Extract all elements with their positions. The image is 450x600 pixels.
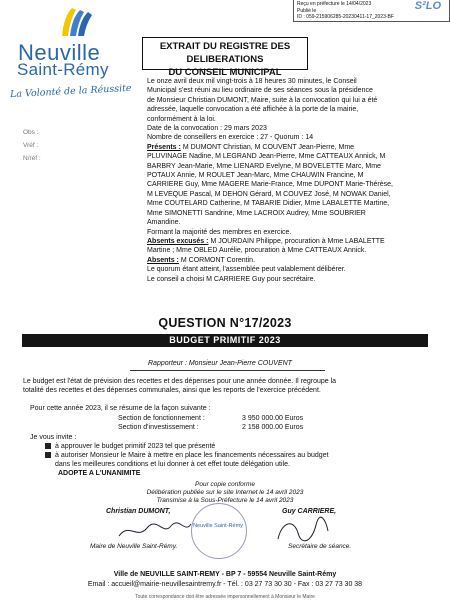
intro-line: Municipal s'est réuni au lieu ordinaire de ses séances sous la présidence: [147, 87, 373, 95]
paragraph-line: Le budget est l'état de prévision des recettes et des dépenses pour une année donnée. Il regroupe la: [23, 378, 337, 385]
footer: [0, 570, 450, 589]
presents-line: Mme COUTELARD Catherine, M TABARIE Didier, Mme LABALETTE Martine,: [147, 200, 390, 208]
copie-line: Délibération publiée sur le site Internet le 14 avril 2023: [146, 489, 304, 497]
town-seal-icon: [191, 503, 247, 559]
secretary-line: Le conseil a choisi M CARRIERE Guy pour secrétaire.: [147, 275, 316, 283]
bullet-icon: [45, 443, 51, 449]
bullet-item: à autoriser Monsieur le Maire à mettre en place les financements nécessaires au budget: [55, 452, 329, 459]
seal-text: Neuville Saint-Rémy: [193, 523, 243, 529]
paragraph-line: totalité des recettes et des dépenses communales, ainsi que les reports de l'exercice précédent.: [23, 387, 321, 395]
presents-line: Mme SIMONETTI Sandrine, Mme LACROIX Audrey, Mme SOUBRIER: [147, 209, 366, 217]
bullet-icon: [45, 452, 51, 458]
footer-notice: Toute correspondance doit être adressée impersonnellement à Monsieur le Maire: [135, 594, 315, 600]
budget-label-investissement: Section d'investissement :: [118, 424, 199, 431]
presents-line: M LEVEQUE Pascal, M DEHON Gérard, M COUVEZ José, M NOWAK Daniel,: [147, 190, 391, 198]
brand-slogan: La Volonté de la Réussite: [9, 82, 132, 101]
presents-line: CARRIERE Guy, Mme MAGERE Marie-France, Mme DUPONT Marie-Thérèse,: [147, 181, 393, 189]
budget-value-investissement: 2 158 000.00 Euros: [242, 424, 304, 431]
budget-intro: Pour cette année 2023, il se résume de la façon suivante :: [30, 405, 211, 412]
presents-line: PLUVINAGE Nadine, M LEGRAND Jean-Pierre, Mme CATTEAUX Annick, M: [147, 153, 386, 161]
adoption-result: ADOPTE A L'UNANIMITE: [58, 470, 141, 477]
presents-line: BARBRY Jean-Marie, Mme LIENARD Evelyne, M BOVELETTE Marc, Mme: [147, 162, 381, 170]
bullet-continuation: dans les meilleures conditions et lui donner à cet effet toute délégation utile.: [55, 461, 290, 468]
absents-label: Absents :: [147, 256, 179, 264]
excuses-line: M JOURDAIN Philippe, procuration à Mme LABALETTE: [210, 237, 385, 245]
invite-label: Je vous invite :: [30, 434, 77, 441]
intro-line: adressée, laquelle convocation a été affichée à la porte de la mairie,: [147, 106, 359, 114]
prefecture-receipt-box: [293, 0, 450, 22]
presents-label: Présents :: [147, 143, 181, 151]
receipt-line-3: ID : 059-215906285-20230411-17_2023-BF: [297, 14, 394, 20]
excuses-label: Absents excusés :: [147, 237, 209, 245]
title-line-1: EXTRAIT DU REGISTRE DES DELIBERATIONS: [159, 41, 291, 65]
majority-statement: Formant la majorité des membres en exercice.: [147, 228, 292, 236]
secretary-role: Secrétaire de séance.: [288, 543, 352, 550]
question-number: QUESTION N°17/2023: [158, 316, 292, 330]
secretary-name: Guy CARRIERE,: [282, 508, 337, 515]
session-details: [147, 77, 435, 284]
footer-contact: Email : accueil@mairie-neuvillesaintremy.fr - Tél. : 03 27 73 30 30 - Fax : 03 27 73 30 38: [87, 580, 363, 588]
budget-description: [23, 377, 428, 396]
nref-label: N/réf :: [23, 155, 41, 162]
presents-line: POTAUX Annie, M ROULET Jean-Marc, Mme CHAUWIN Francine, M: [147, 172, 364, 180]
mayor-signature-icon: [115, 518, 195, 542]
convocation-date: Date de la convocation : 29 mars 2023: [147, 125, 267, 133]
subject-banner: BUDGET PRIMITIF 2023: [22, 334, 428, 347]
slo-stamp: S²LO: [414, 0, 441, 12]
budget-value-fonctionnement: 3 950 000.00 Euros: [242, 415, 304, 422]
intro-line: de Monsieur Christian DUMONT, Maire, suite à la convocation qui lui a été: [147, 96, 378, 104]
mayor-role: Maire de Neuville Saint-Rémy.: [90, 543, 178, 550]
councillors-count: Nombre de conseillers en exercice : 27 - Quorum : 14: [147, 134, 314, 142]
title-line-2: DU CONSEIL MUNICIPAL: [168, 67, 282, 78]
brand-name-1: Neuville: [18, 40, 101, 65]
footer-address: Ville de NEUVILLE SAINT-REMY - BP 7 - 59554 Neuville Saint-Rémy: [113, 571, 337, 578]
rapporteur-underline: [130, 370, 325, 371]
logo-icon: [58, 6, 98, 40]
receipt-line-2: Publié le: [297, 7, 317, 14]
bullet-item: à approuver le budget primitif 2023 tel que présenté: [55, 443, 216, 450]
document-title: [142, 37, 308, 78]
vref-label: Vréf :: [23, 142, 39, 149]
secretary-signature-icon: [272, 515, 332, 545]
intro-line: conformément à la loi.: [147, 115, 216, 123]
obs-label: Obs :: [23, 129, 39, 136]
mayor-name: Christian DUMONT,: [106, 508, 171, 515]
brand-name-2: Saint-Rémy: [17, 60, 109, 79]
copie-line: Pour copie conforme: [195, 481, 255, 488]
receipt-line-1: Reçu en préfecture le 14/04/2023: [297, 1, 372, 7]
copie-line: Transmise à la Sous-Préfecture le 14 avril 2023: [156, 497, 294, 505]
budget-label-fonctionnement: Section de fonctionnement :: [118, 415, 205, 422]
absents-value: M CORMONT Corentin.: [180, 256, 256, 264]
presents-line: Amandine.: [147, 219, 181, 227]
rapporteur: Rapporteur : Monsieur Jean-Pierre COUVENT: [148, 360, 292, 367]
intro-line: Le onze avril deux mil vingt-trois à 18 heures 30 minutes, le Conseil: [147, 78, 357, 85]
presents-line: M DUMONT Christian, M COUVENT Jean-Pierre, Mme: [182, 143, 355, 151]
quorum-line: Le quorum étant atteint, l'assemblée peut valablement délibérer.: [147, 266, 346, 274]
excuses-line: Martine ; Mme OBLED Aurélie, procuration à Mme CATTEAUX Annick.: [147, 247, 367, 255]
certified-copy-note: [0, 481, 450, 506]
